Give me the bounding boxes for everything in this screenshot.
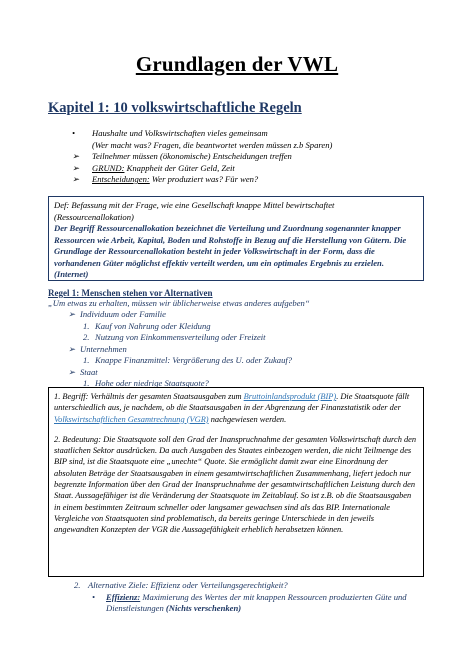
arrow-bullet-icon: ➢ bbox=[72, 162, 80, 173]
list-item bbox=[68, 344, 428, 356]
definition-line: Def: Befassung mit der Frage, wie eine Gesellschaft knappe Mittel bewirtschaftet bbox=[54, 200, 335, 210]
regel1-quote: „Um etwas zu erhalten, müssen wir üblicherweise etwas anderes aufgeben“ bbox=[48, 298, 310, 308]
list-item bbox=[68, 367, 428, 379]
list-item-note: (Nichts verschenken) bbox=[163, 603, 242, 613]
bullet-marker: • bbox=[72, 128, 76, 138]
arrow-bullet-icon: ➢ bbox=[72, 151, 80, 161]
text-segment: nachgewiesen werden. bbox=[208, 414, 287, 424]
list-item-text: Staat bbox=[80, 366, 98, 377]
list-number: 2. bbox=[74, 580, 81, 590]
list-item-label: Effizienz: bbox=[106, 591, 141, 602]
text-segment: . Die Staatsquote fällt unterschiedlich aus, je nachdem, ob die Staatsausgaben in der Abgrenzung der Finanzstatistik oder der bbox=[54, 392, 410, 413]
list-number: 1. bbox=[83, 378, 90, 388]
list-item bbox=[72, 162, 442, 175]
list-item-text: Kauf von Nahrung oder Kleidung bbox=[95, 320, 211, 331]
definition-line: (Ressourcenallokation) bbox=[54, 211, 134, 222]
list-item-text: Nutzung von Einkommensverteilung oder Freizeit bbox=[95, 332, 266, 342]
list-item bbox=[82, 140, 442, 152]
vgr-link[interactable]: Volkswirtschaftlichen Gesamtrechnung (VGR) bbox=[54, 414, 209, 424]
bip-link[interactable]: Bruttoinlandsprodukt (BIP) bbox=[243, 392, 337, 401]
list-number: 1. bbox=[83, 355, 90, 365]
list-item bbox=[74, 580, 444, 592]
staatsquote-definition bbox=[54, 391, 418, 425]
list-item-text: Knappheit der Güter Geld, Zeit bbox=[124, 162, 235, 173]
list-item bbox=[68, 332, 428, 344]
list-item-text: Individuum oder Familie bbox=[80, 309, 166, 319]
list-item-label: GRUND: bbox=[92, 162, 125, 173]
list-item-text: Wer produziert was? Für wen? bbox=[149, 174, 259, 184]
alternative-goals-list bbox=[74, 580, 444, 615]
arrow-bullet-icon: ➢ bbox=[68, 309, 76, 319]
arrow-bullet-icon: ➢ bbox=[68, 366, 76, 377]
list-item-text: Haushalte und Volkswirtschaften vieles gemeinsam bbox=[92, 128, 268, 138]
list-item-text: Maximierung des Wertes der mit knappen Ressourcen produzierten Güte und Dienstleistungen bbox=[106, 591, 407, 613]
list-number: 1. bbox=[83, 320, 90, 331]
list-item-text: Knappe Finanzmittel: Vergrößerung des U. oder Zukauf? bbox=[95, 355, 293, 365]
list-item-text: Alternative Ziele: Effizienz oder Verteilungsgerechtigkeit? bbox=[88, 580, 288, 590]
staatsquote-box bbox=[48, 387, 424, 577]
list-number: 2. bbox=[83, 332, 90, 342]
list-item bbox=[72, 151, 442, 163]
definition-bold-text: Der Begriff Ressourcenallokation bezeichnet die Verteilung und Zuordnung sogenannter knapper Ressourcen wie Arbeit, Kapital, Boden und Rohstoffe in Bezug auf die Herstellung von Gütern. Die Grundlage der Ressourcenallokation besteht in jeder Volkswirtschaft in der Form, dass die vorhandenen Güter möglichst effektiv verteilt werden, um ein optimales Ergebnis zu erzielen. (Internet) bbox=[54, 223, 407, 279]
list-item bbox=[68, 321, 428, 333]
arrow-bullet-icon: ➢ bbox=[72, 174, 80, 184]
alternatives-list bbox=[68, 309, 428, 390]
page-title: Grundlagen der VWL bbox=[135, 52, 339, 76]
list-item bbox=[74, 592, 444, 615]
arrow-bullet-icon: ➢ bbox=[68, 343, 76, 354]
list-item bbox=[68, 309, 428, 321]
list-item bbox=[68, 355, 428, 367]
staatsquote-meaning: 2. Bedeutung: Die Staatsquote soll den Grad der Inanspruchnahme der gesamten Volkswirtschaft durch den staatlichen Sektor ausdrücken. Da auch Ausgaben des Staates einbezogen werden, die nicht Teilmenge des BIP sind, ist die Staatsquote eine „unechte“ Quote. Sie ermöglicht damit zwar eine Einordnung der absoluten Beträge der Staatsausgaben in einem gesamtwirtschaftlichen Zusammenhang, liefert jedoch nur begrenzte Information über den Grad der Inanspruchnahme der gesamtwirtschaftlichen Leistung durch den Staat. Aussagefähiger ist die Veränderung der Staatsquote im Zeitablauf. So ist z.B. ob die Staatsausgaben in einem bestimmten Zeitraum schneller oder langsamer gewachsen sind als das BIP. Internationale Vergleiche von Staatsquoten sind problematisch, da bereits geringe Unterschiede in den jeweils angewandten Konzepten der VGR die Aussagefähigkeit erheblich herabsetzen können. bbox=[54, 434, 417, 535]
list-item-text: Teilnehmer müssen (ökonomische) Entscheidungen treffen bbox=[92, 151, 292, 161]
list-item bbox=[72, 128, 442, 140]
list-item-text: Hohe oder niedrige Staatsquote? bbox=[95, 378, 209, 388]
bullet-marker: • bbox=[92, 591, 96, 602]
list-item-text: Unternehmen bbox=[80, 343, 127, 354]
bullet-list bbox=[72, 128, 442, 186]
chapter-heading: Kapitel 1: 10 volkswirtschaftliche Regeln bbox=[48, 100, 302, 116]
list-item-label: Entscheidungen: bbox=[92, 174, 150, 184]
list-item bbox=[72, 174, 442, 186]
list-item-text: (Wer macht was? Fragen, die beantwortet werden müssen z.b Sparen) bbox=[92, 139, 333, 150]
regel1-heading: Regel 1: Menschen stehen vor Alternativen bbox=[48, 288, 213, 298]
definition-box bbox=[48, 196, 424, 281]
text-segment: 1. Begriff: Verhältnis der gesamten Staatsausgaben zum bbox=[54, 392, 244, 401]
